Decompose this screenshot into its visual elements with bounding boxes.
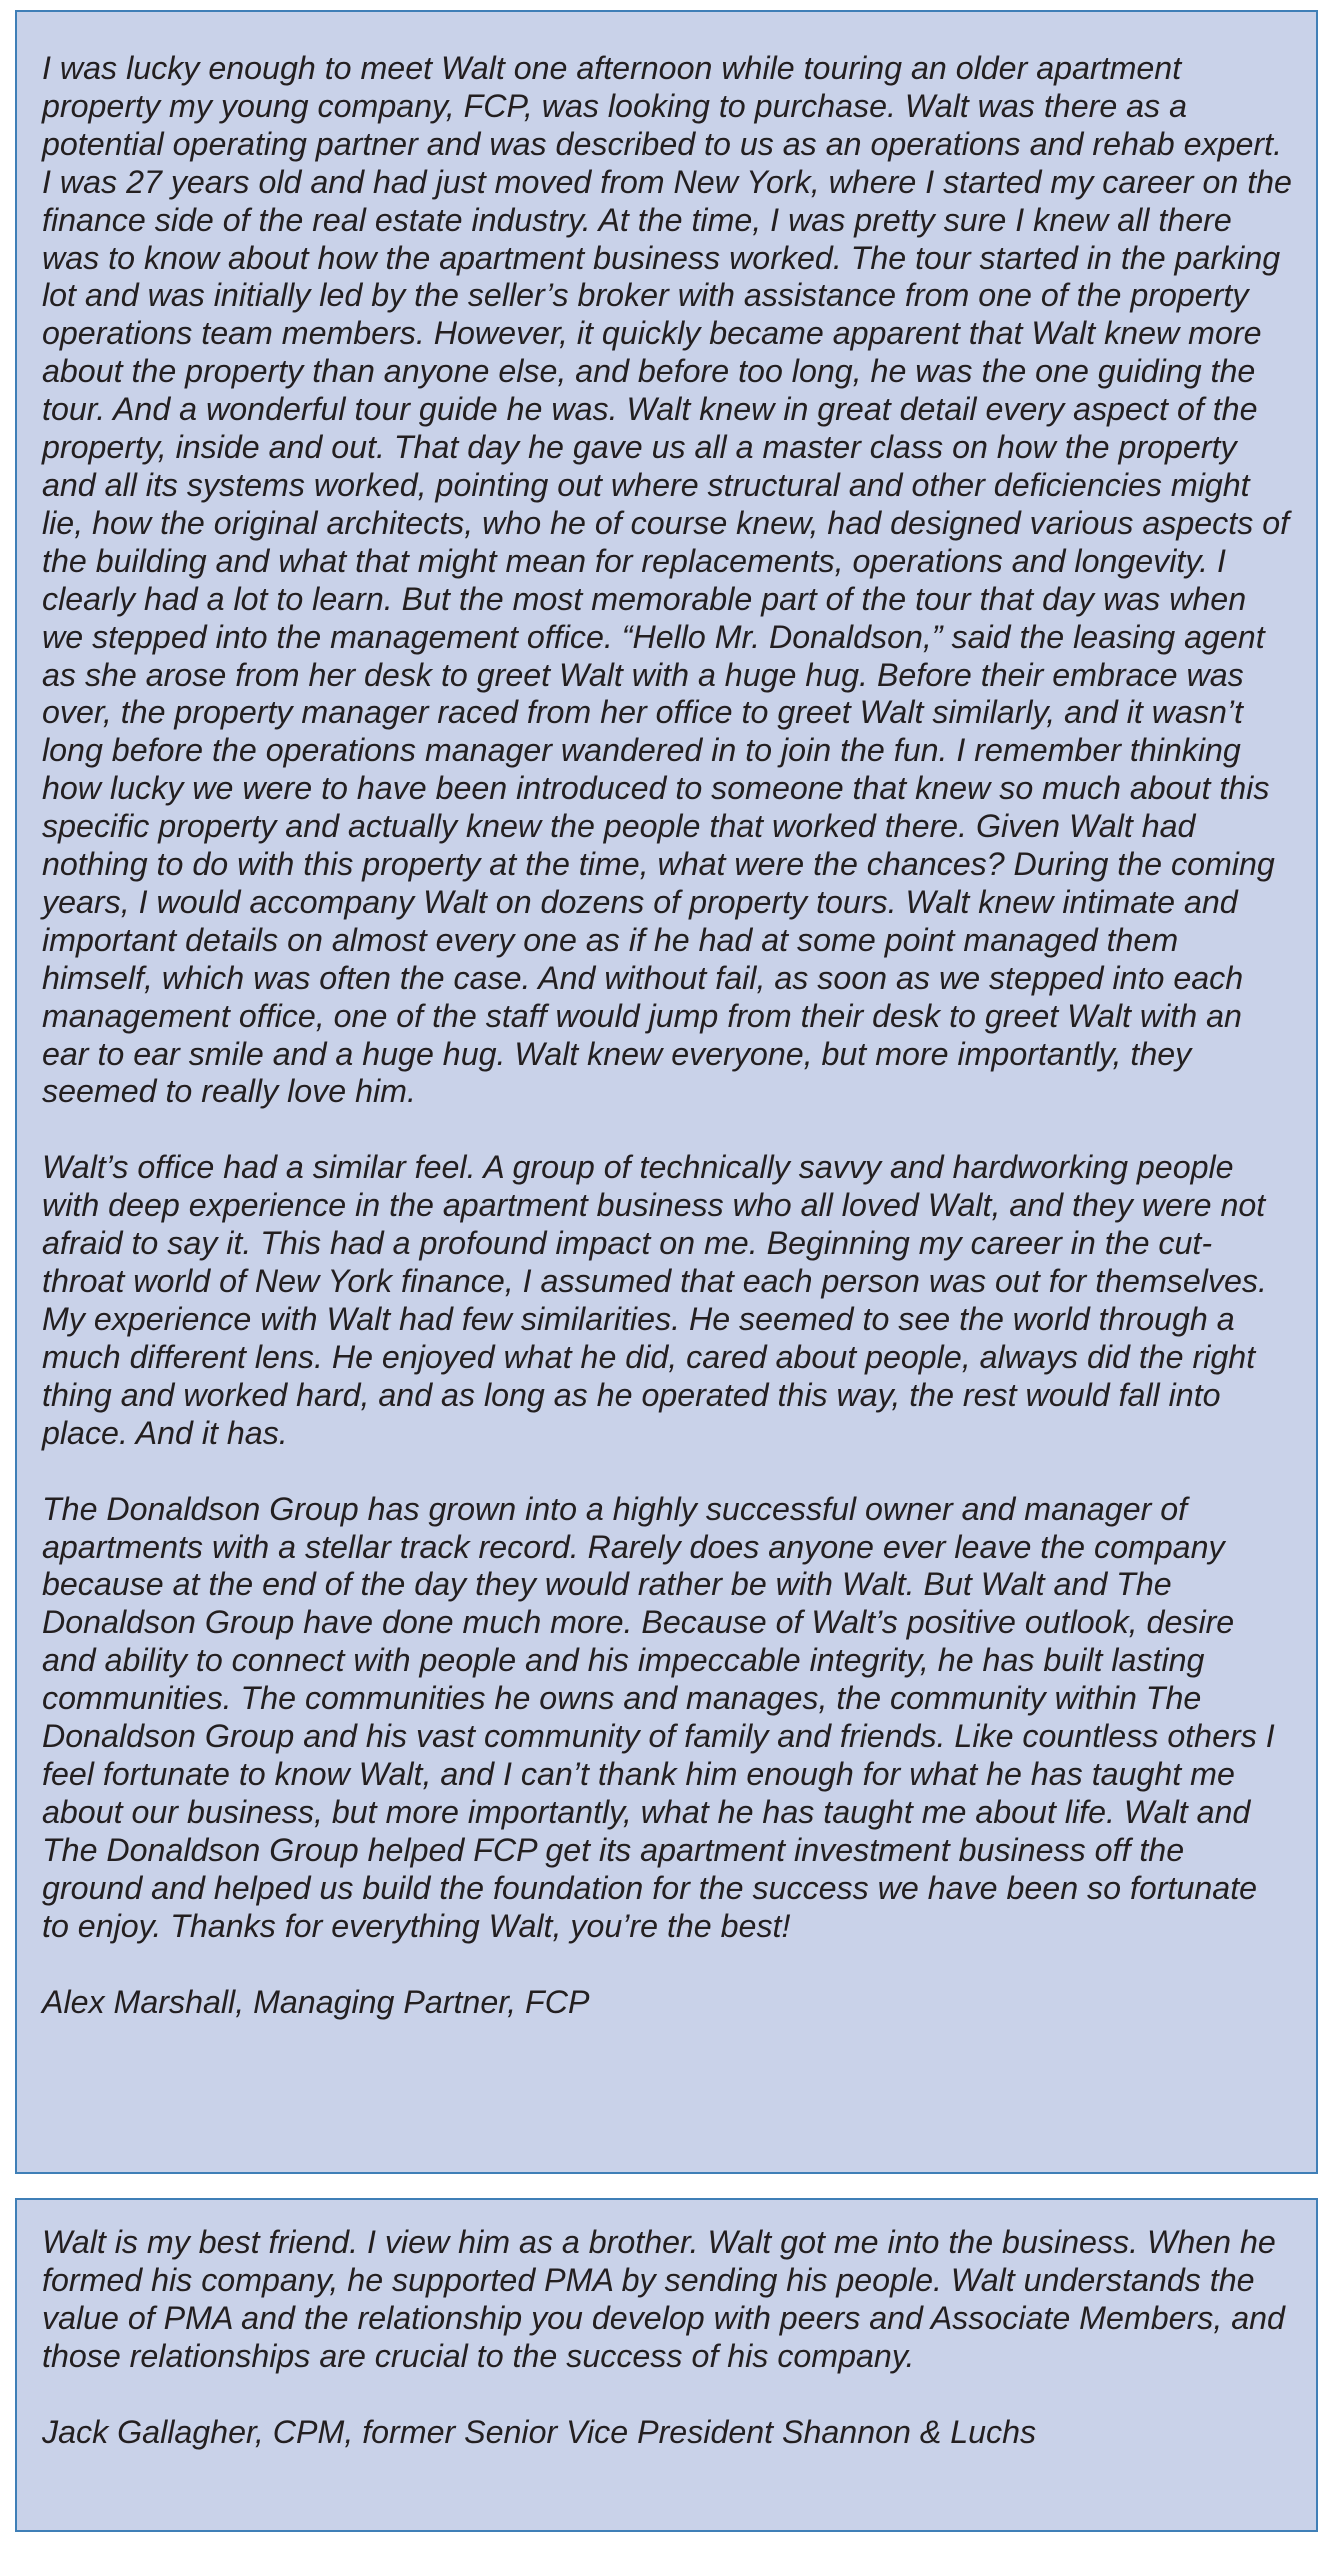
testimonial-paragraph: Walt is my best friend. I view him as a brother. Walt got me into the business. When he formed his company, he supported PMA by sending his people. Walt understands the value of PMA and the relationship you develop with peers and Associate Members, and those relationships are crucial to the success of his company. [42,2224,1285,2374]
testimonial-signature: Alex Marshall, Managing Partner, FCP [42,1983,590,2020]
testimonial-box-gallagher [15,2198,1318,2532]
testimonial-signature: Jack Gallagher, CPM, former Senior Vice President Shannon & Luchs [42,2413,1037,2450]
testimonial-paragraph: The Donaldson Group has grown into a highly successful owner and manager of apartments with a stellar track record. Rarely does anyone ever leave the company because at the end of the day they would rather be with Walt. But Walt and The Donaldson Group have done much more. Because of Walt’s positive outlook, desire and ability to connect with people and his impeccable integrity, he has built lasting communities. The communities he owns and manages, the community within The Donaldson Group and his vast community of family and friends. Like countless others I feel fortunate to know Walt, and I can’t thank him enough for what he has taught me about our business, but more importantly, what he has taught me about life. Walt and The Donaldson Group helped FCP get its apartment investment business off the ground and helped us build the foundation for the success we have been so fortunate to enjoy. Thanks for everything Walt, you’re the best! [42,1490,1275,1944]
testimonial-paragraph: Walt’s office had a similar feel. A group of technically savvy and hardworking people with deep experience in the apartment business who all loved Walt, and they were not afraid to say it. This had a profound impact on me. Beginning my career in the cut-throat world of New York finance, I assumed that each person was out for themselves. My experience with Walt had few similarities. He seemed to see the world through a much different lens. He enjoyed what he did, cared about people, always did the right thing and worked hard, and as long as he operated this way, the rest would fall into place. And it has. [42,1149,1267,1451]
testimonial-box-marshall [15,10,1318,2174]
testimonial-paragraph: I was lucky enough to meet Walt one afternoon while touring an older apartment property my young company, FCP, was looking to purchase. Walt was there as a potential operating partner and was described to us as an operations and rehab expert. I was 27 years old and had just moved from New York, where I started my career on the finance side of the real estate industry. At the time, I was pretty sure I knew all there was to know about how the apartment business worked. The tour started in the parking lot and was initially led by the seller’s broker with assistance from one of the property operations team members. However, it quickly became apparent that Walt knew more about the property than anyone else, and before too long, he was the one guiding the tour. And a wonderful tour guide he was. Walt knew in great detail every aspect of the property, inside and out. That day he gave us all a master class on how the property and all its systems worked, pointing out where structural and other deficiencies might lie, how the original architects, who he of course knew, had designed various aspects of the building and what that might mean for replacements, operations and longevity. I clearly had a lot to learn. But the most memorable part of the tour that day was when we stepped into the management office. “Hello Mr. Donaldson,” said the leasing agent as she arose from her desk to greet Walt with a huge hug. Before their embrace was over, the property manager raced from her office to greet Walt similarly, and it wasn’t long before the operations manager wandered in to join the fun. I remember thinking how lucky we were to have been introduced to someone that knew so much about this specific property and actually knew the people that worked there. Given Walt had nothing to do with this property at the time, what were the chances? During the coming years, I would accompany Walt on dozens of property tours. Walt knew intimate and important details on almost every one as if he had at some point managed them himself, which was often the case. And without fail, as soon as we stepped into each management office, one of the staff would jump from their desk to greet Walt with an ear to ear smile and a huge hug. Walt knew everyone, but more importantly, they seemed to really love him. [42,50,1292,1110]
